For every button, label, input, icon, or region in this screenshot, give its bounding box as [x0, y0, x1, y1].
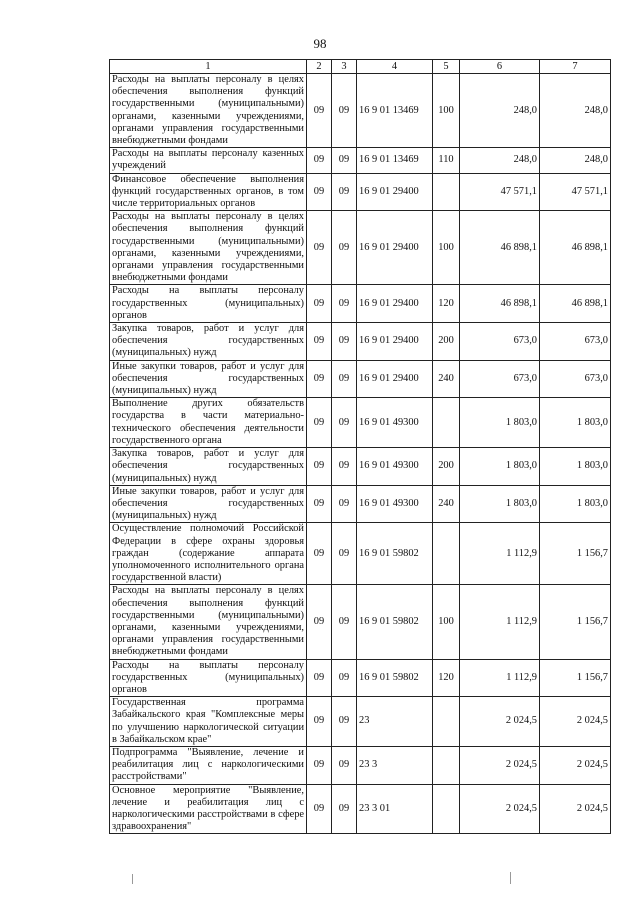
- row-pr: 09: [332, 448, 357, 486]
- table-row: [110, 148, 611, 173]
- row-sum-1: 248,0: [460, 148, 540, 173]
- row-sum-1: 1 803,0: [460, 485, 540, 523]
- row-sum-2: 1 803,0: [540, 448, 611, 486]
- row-pr: 09: [332, 523, 357, 585]
- row-rz: 09: [307, 585, 332, 659]
- row-sum-2: 1 803,0: [540, 485, 611, 523]
- row-sum-1: 1 112,9: [460, 659, 540, 697]
- row-vr: [433, 398, 460, 448]
- row-pr: 09: [332, 74, 357, 148]
- row-sum-1: 1 803,0: [460, 398, 540, 448]
- row-sum-2: 248,0: [540, 148, 611, 173]
- row-sum-1: 673,0: [460, 360, 540, 398]
- row-pr: 09: [332, 398, 357, 448]
- table-row: [110, 323, 611, 361]
- row-name: Иные закупки товаров, работ и услуг для обеспечения государственных (муниципальных) нужд: [110, 360, 307, 398]
- row-csr: 16 9 01 13469: [357, 74, 433, 148]
- table-row: [110, 173, 611, 211]
- row-sum-2: 1 803,0: [540, 398, 611, 448]
- row-sum-2: 46 898,1: [540, 285, 611, 323]
- row-sum-2: 1 156,7: [540, 585, 611, 659]
- row-csr: 16 9 01 49300: [357, 485, 433, 523]
- row-csr: 16 9 01 29400: [357, 211, 433, 285]
- row-rz: 09: [307, 659, 332, 697]
- row-sum-1: 47 571,1: [460, 173, 540, 211]
- row-sum-2: 2 024,5: [540, 746, 611, 784]
- row-rz: 09: [307, 784, 332, 834]
- row-sum-1: 2 024,5: [460, 697, 540, 747]
- row-sum-2: 673,0: [540, 360, 611, 398]
- row-rz: 09: [307, 74, 332, 148]
- row-rz: 09: [307, 485, 332, 523]
- row-pr: 09: [332, 585, 357, 659]
- row-csr: 16 9 01 59802: [357, 659, 433, 697]
- row-name: Осуществление полномочий Российской Федерации в сфере охраны здоровья граждан (содержание аппарата уполномоченного исполнительного органа государственной власти): [110, 523, 307, 585]
- row-rz: 09: [307, 323, 332, 361]
- row-csr: 16 9 01 29400: [357, 360, 433, 398]
- table-row: [110, 784, 611, 834]
- row-sum-1: 46 898,1: [460, 211, 540, 285]
- row-sum-2: 1 156,7: [540, 659, 611, 697]
- row-name: Расходы на выплаты персоналу государственных (муниципальных) органов: [110, 659, 307, 697]
- table-row: [110, 485, 611, 523]
- row-vr: 120: [433, 285, 460, 323]
- row-sum-2: 248,0: [540, 74, 611, 148]
- header-cell: 1: [110, 60, 307, 74]
- row-vr: [433, 523, 460, 585]
- header-row: [110, 60, 611, 74]
- row-pr: 09: [332, 697, 357, 747]
- table-row: [110, 360, 611, 398]
- row-pr: 09: [332, 285, 357, 323]
- row-pr: 09: [332, 211, 357, 285]
- row-sum-1: 248,0: [460, 74, 540, 148]
- row-sum-2: 2 024,5: [540, 784, 611, 834]
- row-vr: 240: [433, 360, 460, 398]
- row-rz: 09: [307, 173, 332, 211]
- row-csr: 23: [357, 697, 433, 747]
- table-row: [110, 585, 611, 659]
- header-cell: 5: [433, 60, 460, 74]
- row-csr: 16 9 01 29400: [357, 173, 433, 211]
- row-pr: 09: [332, 746, 357, 784]
- row-sum-1: 673,0: [460, 323, 540, 361]
- row-vr: 100: [433, 585, 460, 659]
- row-rz: 09: [307, 746, 332, 784]
- table-row: [110, 74, 611, 148]
- table-row: [110, 746, 611, 784]
- row-csr: 16 9 01 13469: [357, 148, 433, 173]
- row-sum-1: 2 024,5: [460, 746, 540, 784]
- row-vr: [433, 746, 460, 784]
- row-name: Закупка товаров, работ и услуг для обеспечения государственных (муниципальных) нужд: [110, 448, 307, 486]
- scan-mark-left: [132, 874, 133, 884]
- table-row: [110, 285, 611, 323]
- row-rz: 09: [307, 398, 332, 448]
- row-vr: 100: [433, 211, 460, 285]
- row-csr: 16 9 01 49300: [357, 398, 433, 448]
- row-name: Расходы на выплаты персоналу в целях обеспечения выполнения функций государственными (муниципальными) органами, казенными учреждениями, органами управления государственными внебюджетными фондами: [110, 585, 307, 659]
- row-pr: 09: [332, 659, 357, 697]
- row-sum-1: 1 112,9: [460, 523, 540, 585]
- row-rz: 09: [307, 697, 332, 747]
- header-cell: 4: [357, 60, 433, 74]
- row-pr: 09: [332, 323, 357, 361]
- row-vr: 110: [433, 148, 460, 173]
- row-name: Выполнение других обязательств государства в части материально-технического обеспечения деятельности государственного органа: [110, 398, 307, 448]
- row-name: Подпрограмма "Выявление, лечение и реабилитация лиц с наркологическими расстройствами": [110, 746, 307, 784]
- header-cell: 3: [332, 60, 357, 74]
- row-sum-1: 1 803,0: [460, 448, 540, 486]
- row-vr: 120: [433, 659, 460, 697]
- row-name: Закупка товаров, работ и услуг для обеспечения государственных (муниципальных) нужд: [110, 323, 307, 361]
- row-csr: 16 9 01 29400: [357, 323, 433, 361]
- row-name: Расходы на выплаты персоналу в целях обеспечения выполнения функций государственными (муниципальными) органами, казенными учреждениями, органами управления государственными внебюджетными фондами: [110, 74, 307, 148]
- row-csr: 23 3: [357, 746, 433, 784]
- table-row: [110, 398, 611, 448]
- page-number: 98: [313, 36, 327, 51]
- row-csr: 23 3 01: [357, 784, 433, 834]
- row-rz: 09: [307, 360, 332, 398]
- row-sum-2: 46 898,1: [540, 211, 611, 285]
- row-pr: 09: [332, 148, 357, 173]
- row-sum-1: 1 112,9: [460, 585, 540, 659]
- row-sum-2: 2 024,5: [540, 697, 611, 747]
- row-sum-2: 1 156,7: [540, 523, 611, 585]
- row-pr: 09: [332, 784, 357, 834]
- row-rz: 09: [307, 211, 332, 285]
- header-cell: 6: [460, 60, 540, 74]
- row-pr: 09: [332, 360, 357, 398]
- row-vr: [433, 784, 460, 834]
- row-sum-2: 47 571,1: [540, 173, 611, 211]
- table-row: [110, 697, 611, 747]
- header-cell: 2: [307, 60, 332, 74]
- header-cell: 7: [540, 60, 611, 74]
- table-row: [110, 448, 611, 486]
- row-pr: 09: [332, 485, 357, 523]
- table-row: [110, 211, 611, 285]
- row-csr: 16 9 01 59802: [357, 523, 433, 585]
- row-vr: [433, 173, 460, 211]
- row-rz: 09: [307, 285, 332, 323]
- row-sum-1: 2 024,5: [460, 784, 540, 834]
- row-csr: 16 9 01 59802: [357, 585, 433, 659]
- row-vr: 200: [433, 323, 460, 361]
- row-name: Расходы на выплаты персоналу в целях обеспечения выполнения функций государственными (муниципальными) органами, казенными учреждениями, органами управления государственными внебюджетными фондами: [110, 211, 307, 285]
- table-row: [110, 659, 611, 697]
- row-rz: 09: [307, 523, 332, 585]
- row-vr: [433, 697, 460, 747]
- row-csr: 16 9 01 49300: [357, 448, 433, 486]
- row-name: Основное мероприятие "Выявление, лечение и реабилитация лиц с наркологическими расстройствами в сфере здравоохранения": [110, 784, 307, 834]
- row-vr: 100: [433, 74, 460, 148]
- row-vr: 240: [433, 485, 460, 523]
- row-csr: 16 9 01 29400: [357, 285, 433, 323]
- row-name: Финансовое обеспечение выполнения функций государственных органов, в том числе территориальных органов: [110, 173, 307, 211]
- row-name: Расходы на выплаты персоналу государственных (муниципальных) органов: [110, 285, 307, 323]
- row-sum-1: 46 898,1: [460, 285, 540, 323]
- row-name: Иные закупки товаров, работ и услуг для обеспечения государственных (муниципальных) нужд: [110, 485, 307, 523]
- table-row: [110, 523, 611, 585]
- row-name: Расходы на выплаты персоналу казенных учреждений: [110, 148, 307, 173]
- row-pr: 09: [332, 173, 357, 211]
- row-vr: 200: [433, 448, 460, 486]
- budget-table: [109, 59, 611, 834]
- row-rz: 09: [307, 448, 332, 486]
- row-rz: 09: [307, 148, 332, 173]
- row-sum-2: 673,0: [540, 323, 611, 361]
- scan-mark-right: [510, 872, 511, 884]
- row-name: Государственная программа Забайкальского края "Комплексные меры по улучшению наркологической ситуации в Забайкальском крае": [110, 697, 307, 747]
